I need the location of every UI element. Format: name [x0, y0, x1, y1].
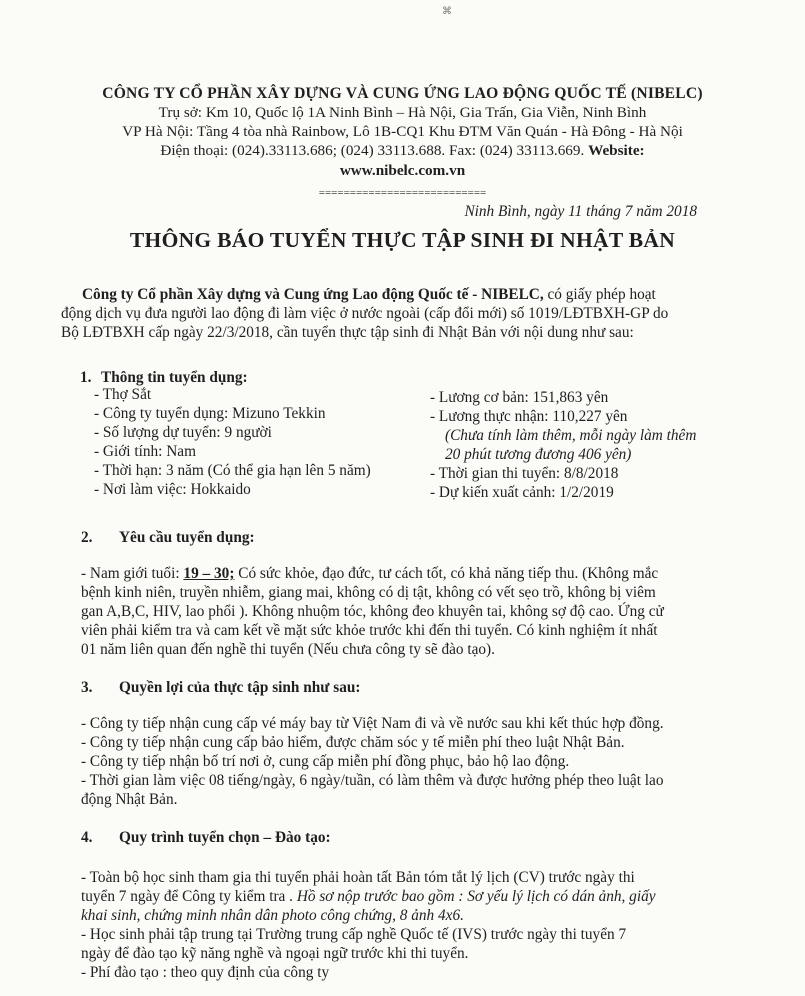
- requirement-line-3: gan A,B,C, HIV, lao phổi ). Không nhuộm tóc, không đeo khuyên tai, không sợ độ cao. Ứng cử: [81, 603, 664, 620]
- salary-note-2: 20 phút tương đương 406 yên): [445, 446, 632, 463]
- section-1-number: 1.: [80, 369, 92, 386]
- document-title: THÔNG BÁO TUYỂN THỰC TẬP SINH ĐI NHẬT BẢN: [129, 228, 676, 252]
- separator-line: ===========================: [318, 187, 487, 199]
- intro-paragraph: [61, 285, 740, 342]
- section-2-body: [81, 564, 733, 659]
- process-line-4: - Học sinh phải tập trung tại Trường trung cấp nghề Quốc tế (IVS) trước ngày thi tuyển 7: [81, 926, 627, 943]
- section-2-number: 2.: [81, 529, 93, 546]
- requirement-prefix: - Nam giới tuổi:: [81, 565, 184, 582]
- list-item: - Nơi làm việc: Hokkaido: [94, 480, 371, 499]
- process-line-2-italic: Hồ sơ nộp trước bao gồm : Sơ yếu lý lịch có dán ảnh, giấy: [296, 888, 656, 905]
- benefit-line: - Công ty tiếp nhận bố trí nơi ở, cung cấp miễn phí đồng phục, bảo hộ lao động.: [81, 753, 570, 770]
- age-range: 19 – 30;: [183, 565, 235, 582]
- company-title: CÔNG TY CỔ PHẦN XÂY DỰNG VÀ CUNG ỨNG LAO ĐỘNG QUỐC TẾ (NIBELC): [102, 85, 703, 102]
- list-item: - Thợ Sắt: [94, 385, 371, 404]
- requirement-line-4: viên phải kiểm tra và cam kết về mặt sức khỏe trước khi đến thi tuyển. Có kinh nghiệm ít nhất: [81, 622, 658, 639]
- process-line-3: khai sinh, chứng minh nhân dân photo công chứng, 8 ảnh 4x6.: [81, 907, 464, 924]
- requirement-line-5: 01 năm liên quan đến nghề thi tuyển (Nếu chưa công ty sẽ đào tạo).: [81, 641, 495, 658]
- section-4-heading: [81, 828, 331, 847]
- list-item: - Thời hạn: 3 năm (Có thể gia hạn lên 5 năm): [94, 461, 371, 480]
- intro-line-3: Bộ LĐTBXH cấp ngày 22/3/2018, cần tuyển thực tập sinh đi Nhật Bản với nội dung như sau:: [61, 324, 634, 341]
- corner-mark: ⌘: [442, 6, 452, 17]
- salary-note-1: (Chưa tính làm thêm, mỗi ngày làm thêm: [445, 427, 697, 444]
- section-4-number: 4.: [81, 829, 93, 846]
- section-1-left-list: [94, 385, 371, 499]
- section-3-title: Quyền lợi của thực tập sinh như sau:: [119, 679, 361, 696]
- section-4-body: [81, 868, 733, 982]
- benefit-line: - Công ty tiếp nhận cung cấp bảo hiểm, được chăm sóc y tế miễn phí theo luật Nhật Bản.: [81, 734, 625, 751]
- intro-line-2: động dịch vụ đưa người lao động đi làm việc ở nước ngoài (cấp đổi mới) số 1019/LĐTBXH-GP do: [61, 305, 669, 322]
- contact-phone-line: [0, 141, 805, 160]
- process-line-1: - Toàn bộ học sinh tham gia thi tuyển phải hoàn tất Bản tóm tắt lý lịch (CV) trước ngày thi: [81, 869, 635, 886]
- basic-salary-text: Lương cơ bản: 151,863 yên: [438, 389, 609, 406]
- head-office-address: Trụ sở: Km 10, Quốc lộ 1A Ninh Bình – Hà Nội, Gia Trấn, Gia Viễn, Ninh Bình: [158, 104, 647, 121]
- section-3-body: [81, 714, 733, 809]
- net-salary-text: Lương thực nhận: 110,227 yên: [438, 408, 628, 425]
- benefit-line: động Nhật Bản.: [81, 791, 178, 808]
- benefit-line: - Thời gian làm việc 08 tiếng/ngày, 6 ngày/tuần, có làm thêm và được hưởng phép theo luật lao: [81, 772, 664, 789]
- process-line-2: [81, 887, 733, 906]
- departure-date: - Dự kiến xuất cảnh: 1/2/2019: [430, 484, 614, 501]
- benefit-line: - Công ty tiếp nhận cung cấp vé máy bay từ Việt Nam đi và về nước sau khi kết thúc hợp đồng.: [81, 715, 664, 732]
- list-item: - Công ty tuyển dụng: Mizuno Tekkin: [94, 404, 371, 423]
- process-line-6: - Phí đào tạo : theo quy định của công ty: [81, 964, 330, 981]
- date-line: Ninh Bình, ngày 11 tháng 7 năm 2018: [464, 203, 697, 220]
- section-4-title: Quy trình tuyển chọn – Đào tạo:: [119, 829, 331, 846]
- website-label: Website:: [588, 142, 645, 159]
- hanoi-office-address: VP Hà Nội: Tầng 4 tòa nhà Rainbow, Lô 1B-CQ1 Khu ĐTM Văn Quán - Hà Đông - Hà Nội: [122, 123, 683, 140]
- list-item: - Số lượng dự tuyển: 9 người: [94, 423, 371, 442]
- section-3-number: 3.: [81, 679, 93, 696]
- section-2-title: Yêu cầu tuyển dụng:: [119, 529, 255, 546]
- section-1-right-list: [430, 388, 696, 502]
- process-line-2-normal: tuyển 7 ngày để Công ty kiểm tra .: [81, 888, 297, 905]
- list-item: - Giới tính: Nam: [94, 442, 371, 461]
- exam-date: - Thời gian thi tuyển: 8/8/2018: [430, 465, 619, 482]
- basic-salary: - Lương cơ bản: 151,863 yên: [430, 389, 609, 406]
- website-url: www.nibelc.com.vn: [339, 162, 466, 179]
- phone-fax: Điện thoại: (024).33113.686; (024) 33113.688. Fax: (024) 33113.669.: [160, 142, 585, 159]
- section-3-heading: [81, 678, 360, 697]
- intro-company-name: Công ty Cổ phần Xây dựng và Cung ứng Lao động Quốc tế - NIBELC,: [82, 286, 544, 303]
- section-2-heading: [81, 528, 255, 547]
- exam-date-text: Thời gian thi tuyển: 8/8/2018: [438, 465, 619, 482]
- section-1-title: Thông tin tuyển dụng:: [101, 369, 248, 386]
- net-salary: - Lương thực nhận: 110,227 yên: [430, 408, 628, 425]
- requirement-line-1: [81, 564, 733, 583]
- intro-line-1: [80, 285, 740, 304]
- requirement-line-2: bệnh kinh niên, truyền nhiễm, giang mai, không có dị tật, không có vết sẹo trồ, không bị viêm: [81, 584, 656, 601]
- intro-line-1-rest: có giấy phép hoạt: [543, 286, 656, 303]
- process-line-5: ngày để đào tạo kỹ năng nghề và ngoại ngữ trước khi thi tuyển.: [81, 945, 469, 962]
- departure-date-text: Dự kiến xuất cảnh: 1/2/2019: [438, 484, 614, 501]
- requirement-line-1-rest: Có sức khỏe, đạo đức, tư cách tốt, có khả năng tiếp thu. (Không mắc: [234, 565, 659, 582]
